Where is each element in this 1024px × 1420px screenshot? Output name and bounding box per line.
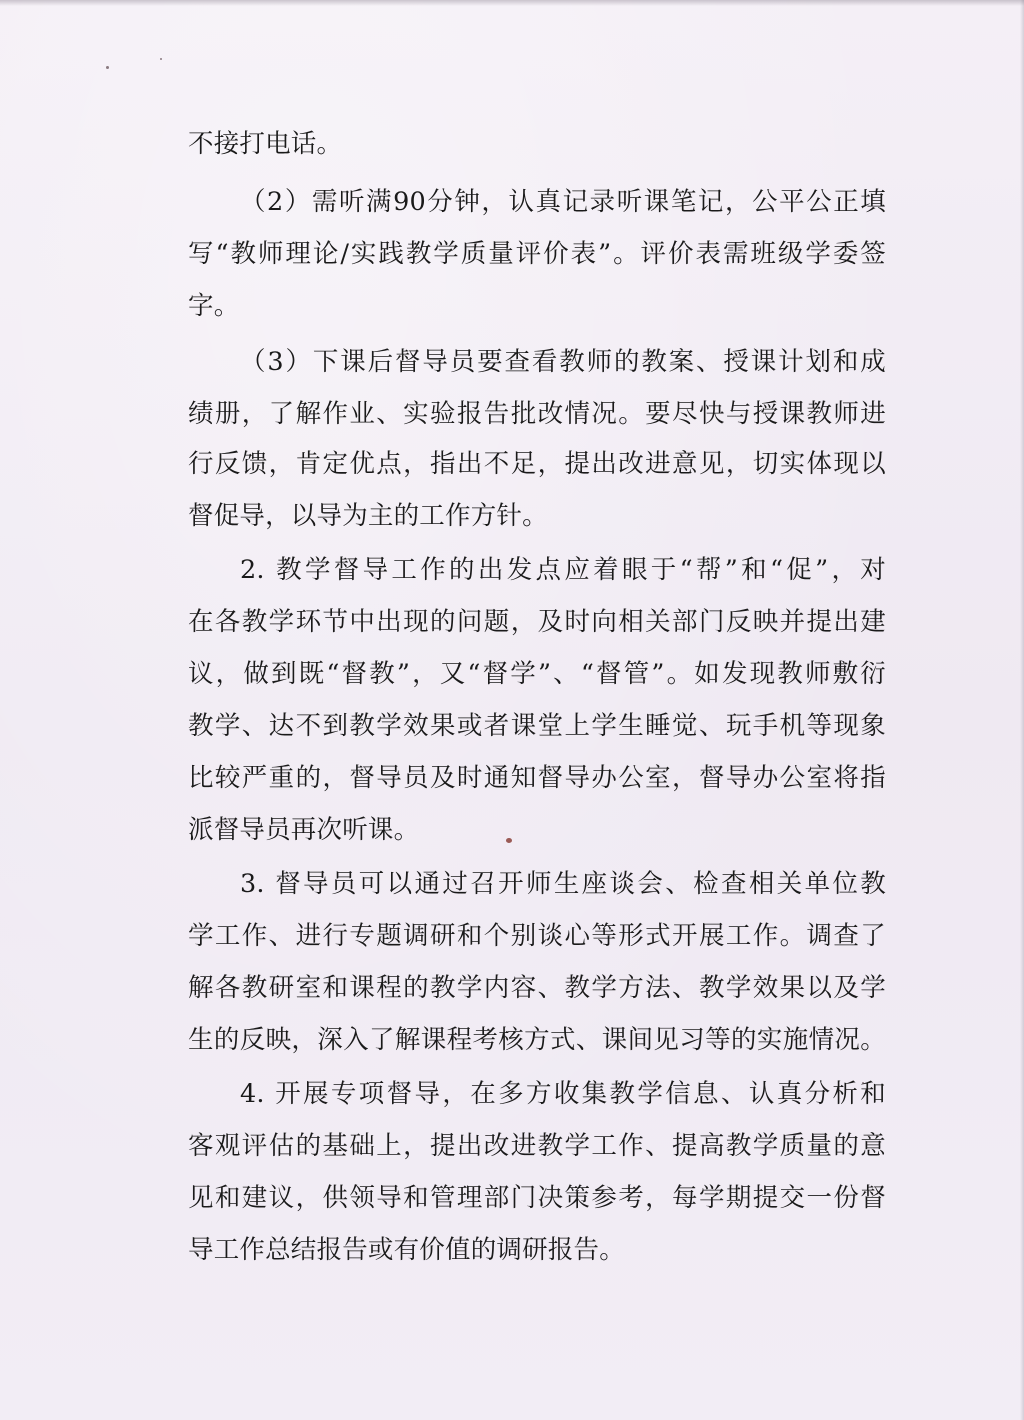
text-line: 客观评估的基础上，提出改进教学工作、提高教学质量的意 bbox=[188, 1131, 886, 1161]
scan-edge-top bbox=[0, 0, 1024, 6]
text-line: 学工作、进行专题调研和个别谈心等形式开展工作。调查了 bbox=[188, 921, 886, 951]
text-line: 生的反映，深入了解课程考核方式、课间见习等的实施情况。 bbox=[188, 1025, 886, 1055]
scan-edge-right bbox=[1020, 0, 1024, 1420]
text-line: 不接打电话。 bbox=[188, 129, 343, 159]
text-line: 字。 bbox=[188, 291, 240, 321]
text-line: 解各教研室和课程的教学内容、教学方法、教学效果以及学 bbox=[188, 973, 886, 1003]
text-line: 3. 督导员可以通过召开师生座谈会、检查相关单位教 bbox=[240, 869, 886, 899]
text-line: 见和建议，供领导和管理部门决策参考，每学期提交一份督 bbox=[188, 1183, 886, 1213]
text-line: 教学、达不到教学效果或者课堂上学生睡觉、玩手机等现象 bbox=[188, 711, 886, 741]
text-line: 导工作总结报告或有价值的调研报告。 bbox=[188, 1235, 625, 1265]
text-line: 比较严重的，督导员及时通知督导办公室，督导办公室将指 bbox=[188, 763, 886, 793]
scan-speck bbox=[506, 838, 512, 843]
text-line: （3）下课后督导员要查看教师的教案、授课计划和成 bbox=[240, 347, 886, 377]
text-line: 督促导，以导为主的工作方针。 bbox=[188, 501, 548, 531]
text-line: 4. 开展专项督导，在多方收集教学信息、认真分析和 bbox=[240, 1079, 886, 1109]
text-line: 绩册，了解作业、实验报告批改情况。要尽快与授课教师进 bbox=[188, 399, 886, 429]
text-line: 2. 教学督导工作的出发点应着眼于“帮”和“促”，对 bbox=[240, 555, 886, 585]
text-line: 派督导员再次听课。 bbox=[188, 815, 420, 845]
scan-speck bbox=[160, 58, 162, 60]
text-line: 行反馈，肯定优点，指出不足，提出改进意见，切实体现以 bbox=[188, 449, 886, 479]
scan-speck bbox=[106, 66, 109, 69]
text-line: 写“教师理论/实践教学质量评价表”。评价表需班级学委签 bbox=[188, 239, 886, 269]
text-line: 议，做到既“督教”，又“督学”、“督管”。如发现教师敷衍 bbox=[188, 659, 886, 689]
text-line: （2）需听满90分钟，认真记录听课笔记，公平公正填 bbox=[240, 187, 886, 217]
text-line: 在各教学环节中出现的问题，及时向相关部门反映并提出建 bbox=[188, 607, 886, 637]
